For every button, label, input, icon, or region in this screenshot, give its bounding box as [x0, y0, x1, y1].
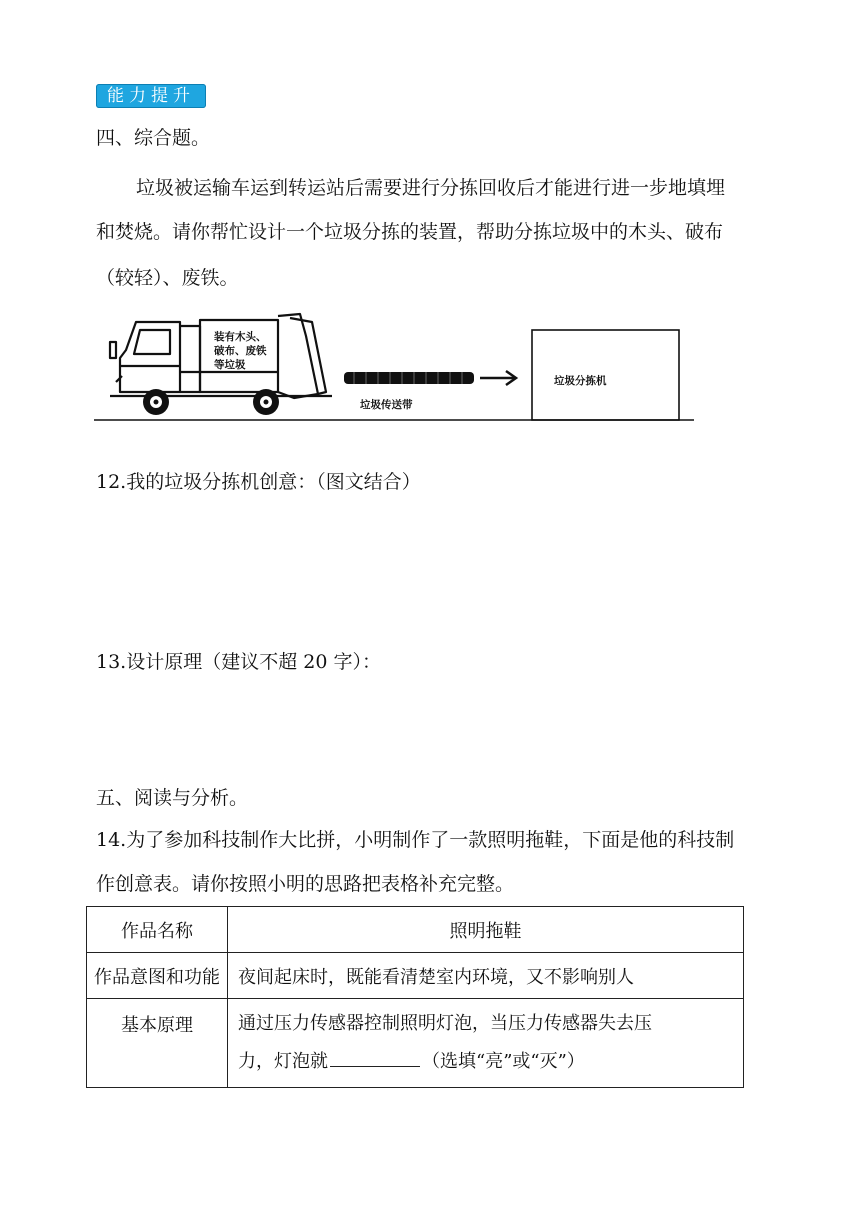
question-14-line-2: 作创意表。请你按照小明的思路把表格补充完整。 — [96, 873, 515, 895]
table-row — [87, 907, 744, 953]
truck-window — [134, 330, 170, 354]
principle-line-2-pre: 力，灯泡就 — [238, 1051, 328, 1072]
table-cell-label: 基本原理 — [87, 999, 228, 1088]
question-13: 13.设计原理（建议不超 20 字）： — [96, 651, 381, 673]
table-row — [87, 999, 744, 1088]
table-cell-label: 作品意图和功能 — [87, 953, 228, 999]
design-table — [86, 906, 744, 1088]
ability-badge: 能力提升 — [96, 84, 206, 108]
conveyor-belt — [344, 372, 474, 384]
intro-line-3: （较轻）、废铁。 — [96, 267, 239, 289]
answer-blank[interactable] — [330, 1048, 420, 1067]
table-cell-label: 作品名称 — [87, 907, 228, 953]
machine-label: 垃圾分拣机 — [554, 375, 607, 387]
truck-label-1: 装有木头、 — [214, 331, 267, 343]
truck-label-3: 等垃圾 — [214, 359, 246, 371]
table-row — [87, 953, 744, 999]
intro-line-2: 和焚烧。请你帮忙设计一个垃圾分拣的装置，帮助分拣垃圾中的木头、破布 — [96, 221, 724, 243]
table-cell-value: 照明拖鞋 — [228, 907, 744, 953]
arrow-right-icon — [480, 371, 516, 385]
intro-line-1: 垃圾被运输车运到转运站后需要进行分拣回收后才能进行进一步地填埋 — [136, 177, 726, 199]
principle-line-2-post: （选填“亮”或“灭”） — [422, 1051, 585, 1072]
section-4-title: 四、综合题。 — [96, 127, 211, 149]
question-14-line-1: 14.为了参加科技制作大比拼，小明制作了一款照明拖鞋，下面是他的科技制 — [96, 829, 735, 851]
section-5-title: 五、阅读与分析。 — [96, 787, 249, 809]
garbage-sorting-diagram — [92, 306, 696, 428]
truck-label-2: 破布、废铁 — [214, 345, 267, 357]
principle-line-2 — [238, 1043, 733, 1081]
principle-line-1: 通过压力传感器控制照明灯泡，当压力传感器失去压 — [238, 1013, 652, 1034]
table-cell-value — [228, 999, 744, 1088]
table-cell-value: 夜间起床时，既能看清楚室内环境，又不影响别人 — [228, 953, 744, 999]
belt-label: 垃圾传送带 — [360, 399, 413, 411]
question-12: 12.我的垃圾分拣机创意：（图文结合） — [96, 471, 421, 493]
